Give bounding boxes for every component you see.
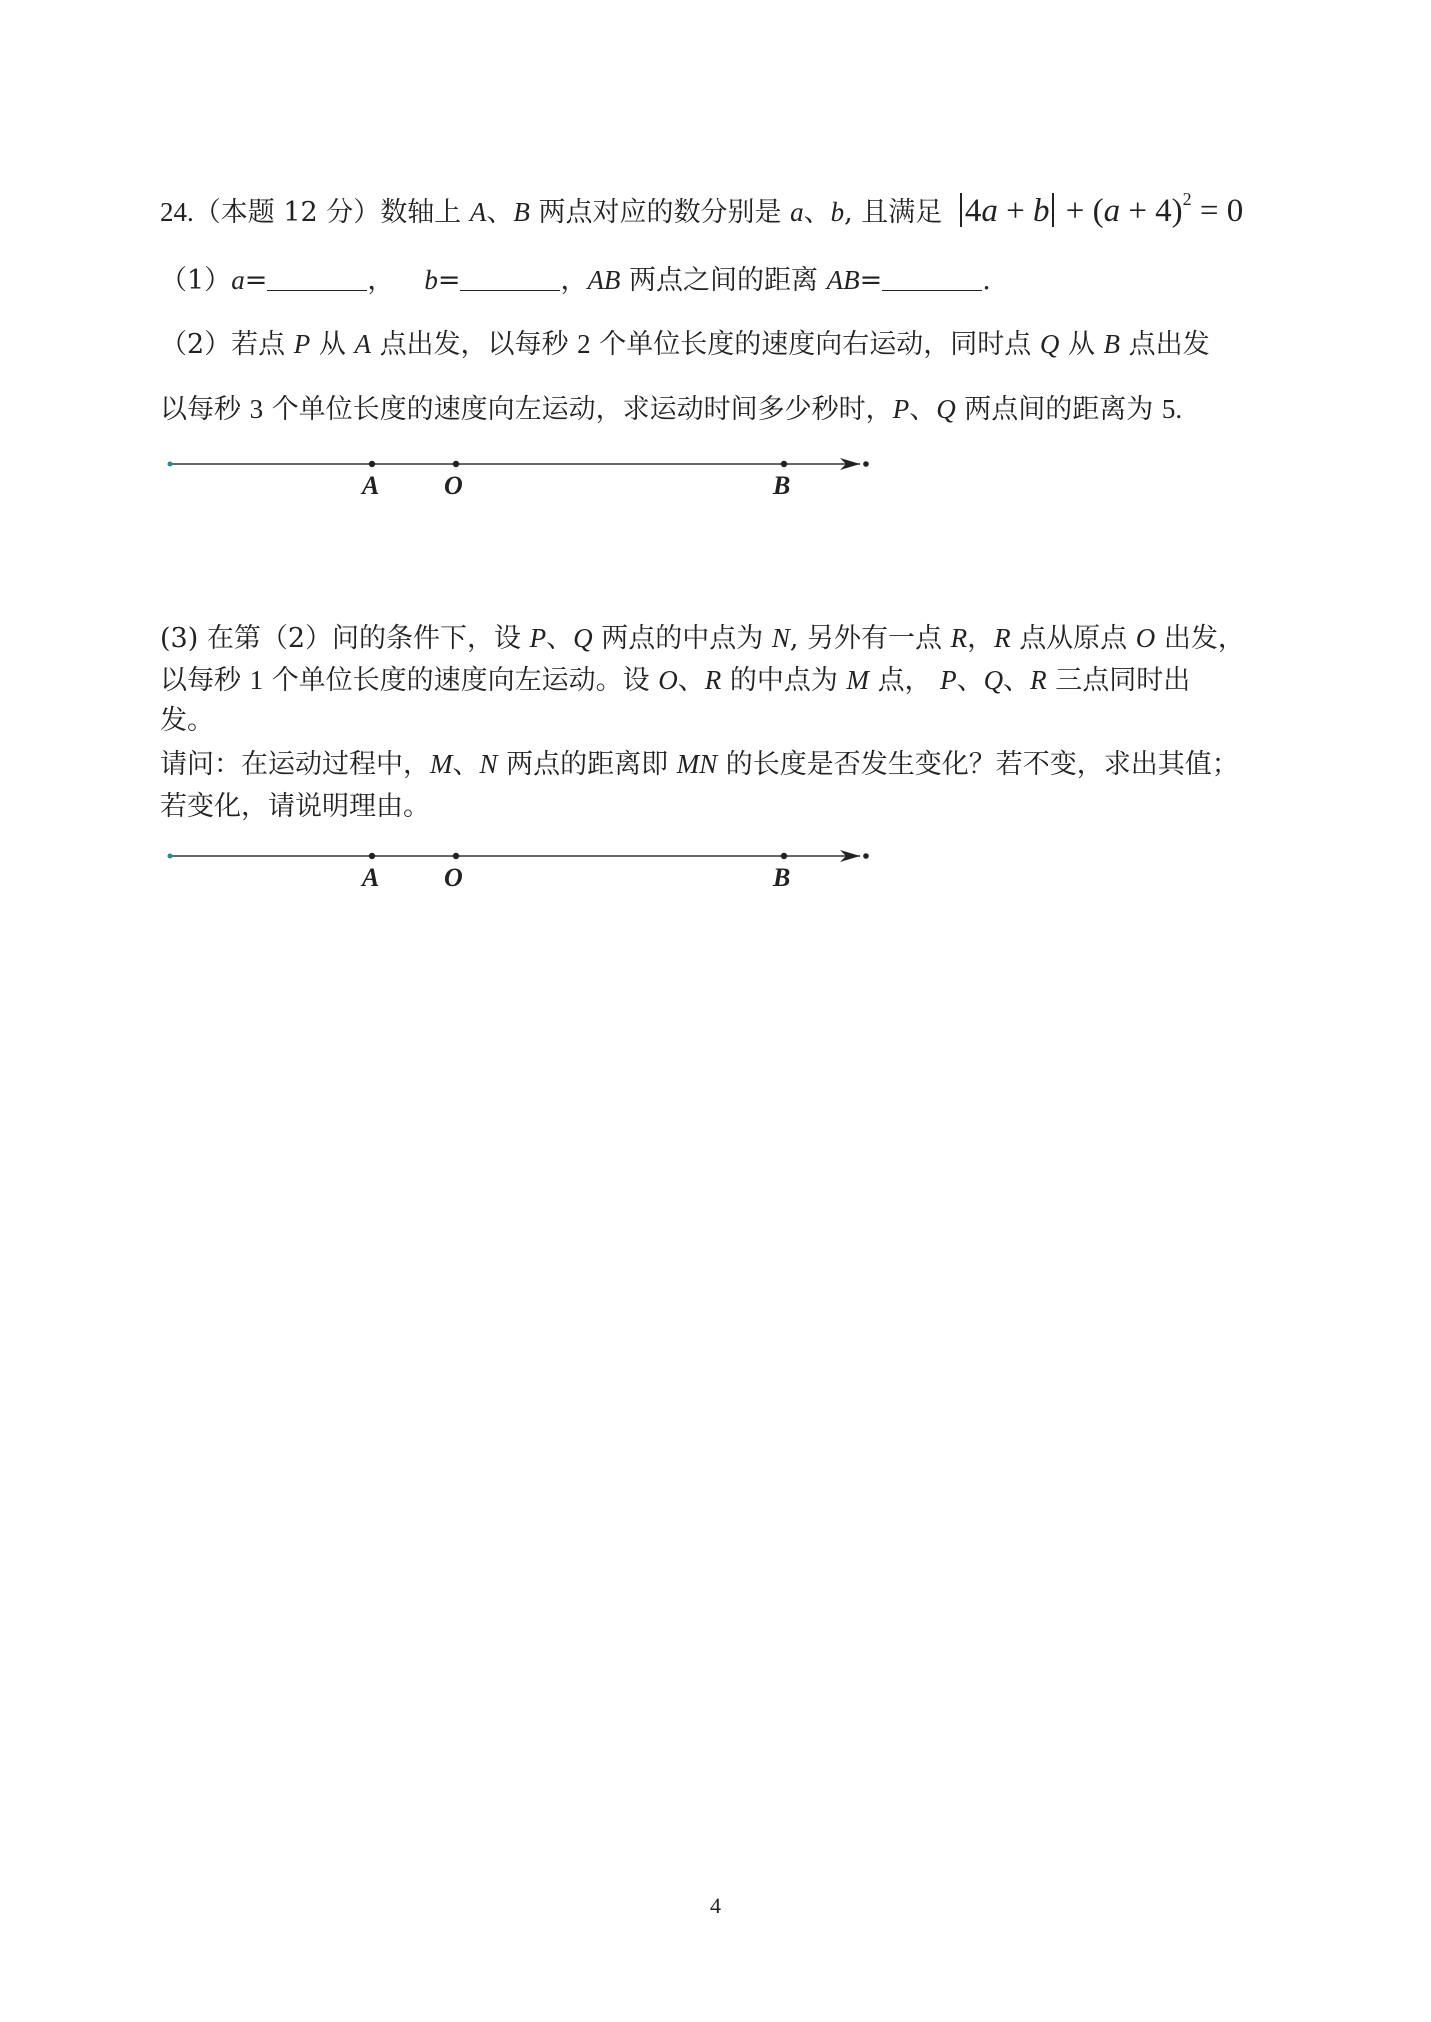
point-a-label: A	[469, 197, 487, 227]
var-a: a	[790, 197, 804, 227]
part3-line5	[160, 789, 430, 825]
text: ，	[967, 623, 995, 654]
text: ，	[560, 265, 588, 296]
part1-label: （1）	[160, 265, 232, 296]
text: 、	[677, 665, 705, 696]
formula-part: a	[981, 193, 998, 229]
answer-blank-b[interactable]	[460, 266, 560, 291]
text: R	[1030, 665, 1047, 695]
text: 个单位长度的速度向右运动，同时点	[599, 329, 1032, 360]
formula	[957, 189, 1244, 229]
score-note: （本题 12 分）	[193, 197, 381, 228]
abs-bar-left	[960, 193, 962, 227]
text: M	[430, 749, 453, 779]
arrow-tip-dot	[863, 461, 869, 467]
text: 3	[249, 394, 264, 424]
text: A	[354, 329, 371, 359]
text: 点从原点	[1019, 623, 1128, 654]
text: =	[859, 265, 883, 296]
text: R	[704, 665, 722, 695]
label-a: A	[362, 863, 380, 892]
text: M	[846, 665, 869, 695]
point-a-dot	[369, 853, 375, 859]
formula-part: +	[997, 193, 1033, 229]
text: 发。	[160, 705, 214, 736]
text: Q	[1039, 329, 1060, 359]
part3-line1	[160, 620, 1245, 657]
text: 、	[956, 665, 984, 696]
formula-part: a	[1103, 193, 1121, 229]
point-b-dot	[781, 853, 787, 859]
label-b: B	[773, 863, 791, 892]
formula-exponent: 2	[1182, 189, 1192, 209]
text: 、	[546, 623, 574, 654]
page-number: 4	[710, 1893, 721, 1918]
text: 个单位长度的速度向左运动，求运动时间多少秒时，	[271, 394, 893, 425]
text: 、	[452, 749, 480, 780]
text: 在第（2）问的条件下，设	[206, 623, 522, 654]
text: 出发，	[1163, 623, 1245, 654]
text: 数轴上	[380, 197, 462, 228]
text: b	[424, 265, 438, 295]
text: 从	[1067, 329, 1095, 360]
part2-line2	[160, 391, 1182, 428]
arrow-tip-dot	[863, 853, 869, 859]
text: 、	[909, 394, 937, 425]
text: O	[1135, 623, 1156, 653]
abs-bar-right	[1052, 193, 1054, 227]
text: N	[771, 623, 790, 653]
text: 三点同时出	[1055, 665, 1191, 696]
text: 两点的距离即	[506, 749, 669, 780]
text: O	[658, 665, 678, 695]
text: .	[982, 265, 991, 296]
label-a: A	[362, 471, 380, 500]
text: P	[293, 329, 311, 359]
text: AB	[587, 265, 621, 295]
text: 1	[249, 665, 264, 695]
formula-part: b	[1032, 193, 1050, 229]
formula-part: 4	[964, 193, 982, 229]
text: 、	[1003, 665, 1031, 696]
text: 从	[318, 329, 346, 360]
text: 以每秒	[160, 665, 241, 696]
text: 点出发，以每秒	[379, 329, 569, 360]
part3-line3	[160, 703, 214, 739]
text: =	[244, 265, 268, 296]
part3-line2	[160, 662, 1190, 699]
point-o-dot	[453, 853, 459, 859]
text: P	[892, 394, 910, 424]
point-a-dot	[369, 461, 375, 467]
text: 5.	[1161, 394, 1183, 424]
text: Q	[936, 394, 956, 424]
axis-start-dot	[168, 462, 173, 467]
text: 请问：在运动过程中，	[160, 749, 430, 780]
label-o: O	[444, 863, 463, 892]
text: 、	[486, 197, 514, 228]
problem-statement	[160, 181, 1243, 231]
text: 两点对应的数分别是	[538, 197, 782, 228]
text: MN	[676, 749, 718, 779]
axis-start-dot	[168, 854, 173, 859]
text: B	[1103, 329, 1121, 359]
text: R	[994, 623, 1011, 653]
text: 的长度是否发生变化？若不变，求出其值；	[725, 749, 1239, 780]
answer-blank-a[interactable]	[267, 266, 367, 291]
text: R	[950, 623, 968, 653]
text: ，	[367, 265, 395, 296]
number-line-1	[160, 448, 880, 508]
part3-line4	[160, 746, 1239, 783]
problem-number: 24.	[160, 197, 194, 227]
text: , 另外有一点	[789, 623, 942, 654]
text: , 且满足	[844, 197, 943, 228]
text: 2	[577, 329, 591, 359]
text: =	[437, 265, 461, 296]
label-b: B	[773, 471, 791, 500]
formula-part: + 4)	[1120, 193, 1183, 229]
formula-part: + (	[1057, 193, 1104, 229]
part2-label: （2）若点	[160, 329, 286, 360]
text: 两点间的距离为	[964, 394, 1154, 425]
text: a	[231, 265, 245, 295]
text: 点出发	[1128, 329, 1210, 360]
text: AB	[826, 265, 860, 295]
formula-part: = 0	[1191, 193, 1244, 229]
part3-label: (3)	[160, 623, 199, 654]
text: Q	[573, 623, 593, 653]
text: 个单位长度的速度向左运动。设	[271, 665, 650, 696]
answer-blank-ab[interactable]	[882, 266, 982, 291]
text: N	[479, 749, 498, 779]
var-b: b	[830, 197, 845, 227]
text: P	[529, 623, 547, 653]
text: 两点的中点为	[601, 623, 764, 654]
part1-line	[160, 262, 991, 299]
point-b-dot	[781, 461, 787, 467]
text: 点，	[877, 665, 932, 696]
point-o-dot	[453, 461, 459, 467]
text: Q	[983, 665, 1004, 695]
point-b-label: B	[513, 197, 530, 227]
label-o: O	[444, 471, 463, 500]
part2-line1	[160, 326, 1210, 363]
text: 以每秒	[160, 394, 241, 425]
text: 的中点为	[729, 665, 838, 696]
text: 、	[803, 197, 831, 228]
number-line-2	[160, 840, 880, 900]
text: 两点之间的距离	[629, 265, 819, 296]
text: 若变化，请说明理由。	[160, 791, 430, 822]
text: P	[940, 665, 957, 695]
